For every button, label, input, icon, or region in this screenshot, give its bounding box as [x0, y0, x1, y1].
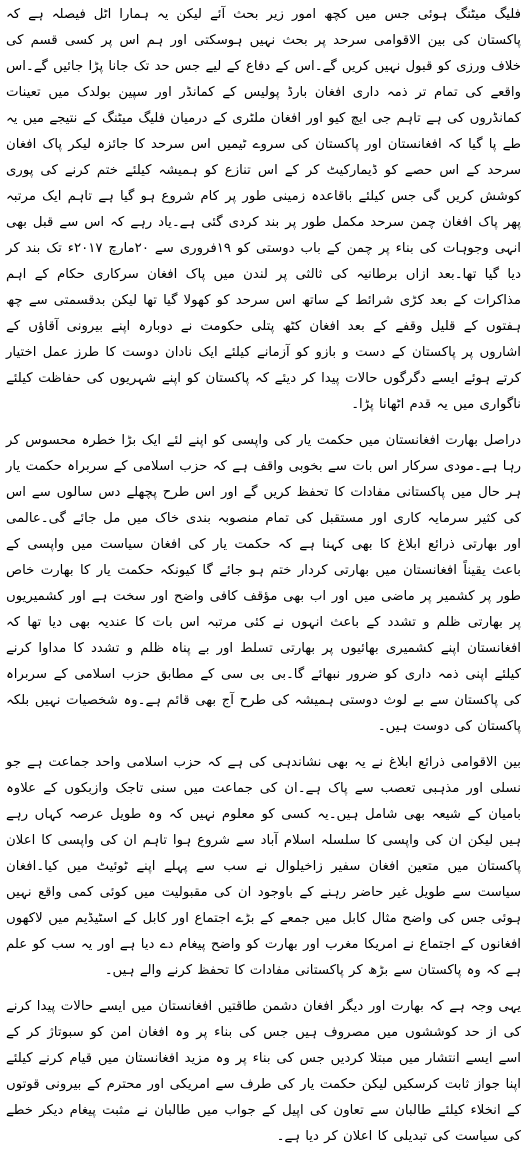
- article-paragraph-2: دراصل بھارت افغانستان میں حکمت یار کی واپسی کو اپنے لئے ایک بڑا خطرہ محسوس کر رہا ہے۔مودی سرکار اس بات سے بخوبی واقف ہے کہ حزب اسلامی کے سربراہ حکمت یار ہر حال میں پاکستانی مفادات کا تحفظ کریں گے اور اس طرح پچھلے دس سالوں سے اس کی کثیر سرمایہ کاری اور مستقبل کی تمام منصوبہ بندی خاک میں مل جائے گی۔عالمی اور بھارتی ذرائع ابلاغ کا بھی کہنا ہے کہ حکمت یار کی افغان سیاست میں واپسی کے باعث یقیناً افغانستان میں بھارتی کردار ختم ہو جائے گا کیونکہ حکمت یار کا بھارت خاص طور پر کشمیر پر ماضی میں اور اب بھی مؤقف کافی واضح اور سخت ہے اور کشمیریوں پر بھارتی ظلم و تشدد کے باعث انہوں نے کئی مرتبہ اس بات کا عندیہ بھی دیا تھا کہ افغانستان اپنے کشمیری بھائیوں پر بھارتی تسلط اور بے پناہ ظلم و تشدد کا مداوا کرنے کیلئے اپنی ذمہ داری کو ضرور نبھائے گا۔بی بی سی کے مطابق حزب اسلامی کے سربراہ کی پاکستان سے بے لوث دوستی ہمیشہ کی طرح آج بھی قائم ہے۔وہ شخصیات نہیں بلکہ پاکستان کی دوست ہیں۔: [6, 433, 521, 734]
- article-paragraph-3: بین الاقوامی ذرائع ابلاغ نے یہ بھی نشاندہی کی ہے کہ حزب اسلامی واحد جماعت ہے جو نسلی اور مذہبی تعصب سے پاک ہے۔ان کی جماعت میں سنی تاجک وازبکوں کے علاوہ بامیان کے شیعہ بھی شامل ہیں۔یہ کسی کو معلوم نہیں کہ وہ طویل عرصہ کہاں رہے ہیں لیکن ان کی واپسی کا سلسلہ اسلام آباد سے شروع ہوا تاہم ان کی واپسی کا اعلان پاکستان میں متعین افغان سفیر زاخیلوال نے سب سے پہلے اپنے ٹوئیٹ میں کیا۔افغان سیاست سے طویل غیر حاضر رہنے کے باوجود ان کی مقبولیت میں کوئی کمی واقع نہیں ہوئی جس کی واضح مثال کابل میں جمعے کے بڑے اجتماع اور کابل کے اسٹیڈیم میں لاکھوں افغانوں کے اجتماع نے امریکا مغرب اور بھارت کو واضح پیغام دے دیا ہے اور یہ سب کو علم ہے کہ وہ پاکستان سے بڑھ کر پاکستانی مفادات کا تحفظ کرنے والے ہیں۔: [6, 755, 521, 978]
- article-paragraph-1: فلیگ میٹنگ ہوئی جس میں کچھ امور زیر بحث آئے لیکن یہ ہمارا اٹل فیصلہ ہے کہ پاکستان کی بین الاقوامی سرحد پر بحث نہیں ہوسکتی اور ہم اس پر کسی قسم کی خلاف ورزی کو قبول نہیں کریں گے۔اس کے دفاع کے لیے جس حد تک جانا پڑا جائیں گے۔اس واقعے کی تمام تر ذمہ داری افغان بارڈ پولیس کے کمانڈر اور سپین بولدک میں تعینات کمانڈروں کی ہے تاہم جی ایچ کیو اور افغان ملٹری کے درمیان فلیگ میٹنگ کے نتیجے میں یہ طے پا گیا کہ افغانستان اور پاکستان کی سروے ٹیمیں اس سرحد کا جائزہ لیکر پاک افغان سرحد کے اس حصے کو ڈیمارکیٹ کر کے اس تنازع کو ہمیشہ کیلئے ختم کرنے کی پوری کوشش کریں گی جس کیلئے باقاعدہ زمینی طور پر کام شروع ہو گیا ہے تاہم ایک مرتبہ پھر پاک افغان چمن سرحد مکمل طور پر بند کردی گئی ہے۔یاد رہے کہ اس سے قبل بھی انہی وجوہات کی بناء پر چمن کے باب دوستی کو ۱۹فروری سے ۲۰مارچ ۲۰۱۷ء تک بند کر دیا گیا تھا۔بعد ازاں برطانیہ کی ثالثی پر لندن میں پاک افغان سرکاری حکام کے اہم مذاکرات کے بعد کڑی شرائط کے ساتھ اس سرحد کو کھولا گیا تھا لیکن بدقسمتی سے چھ ہفتوں کے قلیل وقفے کے بعد افغان کٹھ پتلی حکومت نے دوبارہ اپنے بیرونی آقاؤں کے اشاروں پر پاکستان کے دست و بازو کو آزمانے کیلئے ایک نادان دوست کا طرز عمل اختیار کرتے ہوئے ایسے دگرگوں حالات پیدا کر دیئے کہ پاکستان کو اپنے شہریوں کی حفاظت کیلئے ناگواری میں یہ قدم اٹھانا پڑا۔: [6, 7, 521, 412]
- article-paragraph-4: یہی وجہ ہے کہ بھارت اور دیگر افغان دشمن طاقتیں افغانستان میں ایسے حالات پیدا کرنے کی از حد کوششوں میں مصروف ہیں جس کی بناء پر وہ افغان امن کو سبوتاژ کر کے اسے ایسے انتشار میں مبتلا کردیں جس کی بناء پر وہ مزید افغانستان میں قیام کرنے کیلئے اپنا جواز ثابت کرسکیں لیکن حکمت یار کی طرف سے امریکی اور محترم کے بیرونی قوتوں کے انخلاء کیلئے طالبان سے تعاون کی اپیل کے جواب میں طالبان نے مثبت پیغام دیکر خطے کی سیاست کی تبدیلی کا اعلان کر دیا ہے۔: [6, 999, 521, 1144]
